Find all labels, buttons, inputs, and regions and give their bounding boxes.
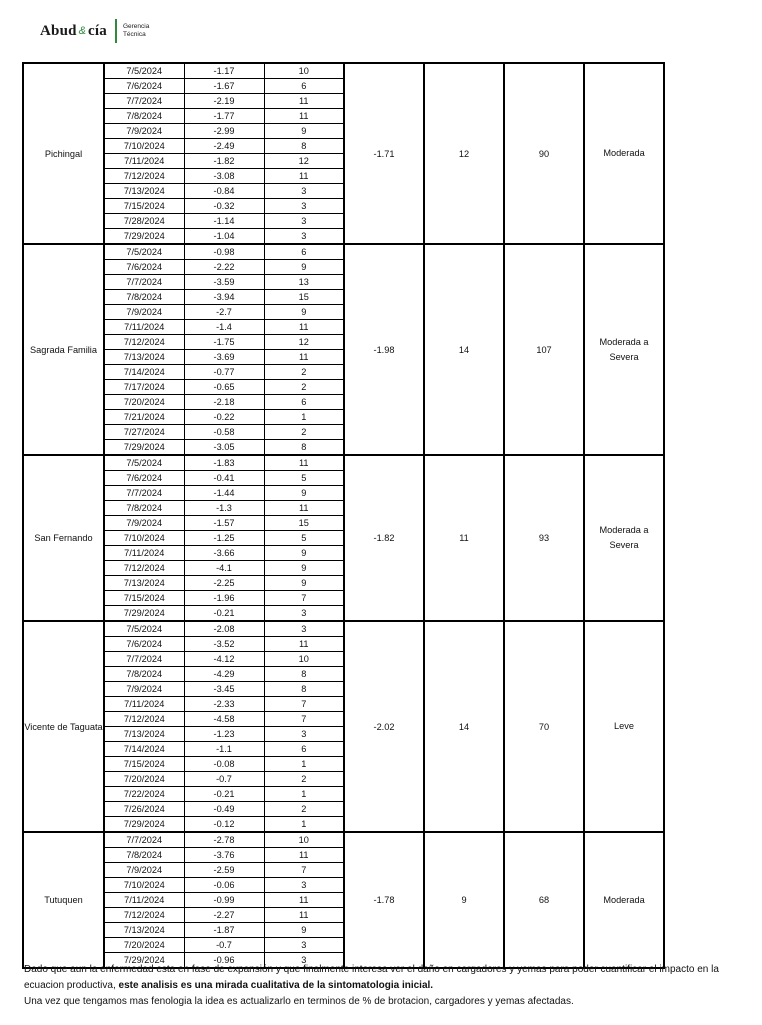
severity-cell: Moderada [584,832,664,968]
hours-cell: 2 [264,380,344,395]
severity-cell: Moderada [584,63,664,244]
temp-cell: -1.57 [184,516,264,531]
date-cell: 7/5/2024 [104,244,184,260]
farm-name-cell: Sagrada Familia [23,244,104,455]
temp-cell: -0.7 [184,772,264,787]
hours-cell: 12 [264,154,344,169]
temp-cell: -1.1 [184,742,264,757]
temp-cell: -2.25 [184,576,264,591]
date-cell: 7/13/2024 [104,184,184,199]
hours-cell: 3 [264,727,344,742]
date-cell: 7/14/2024 [104,365,184,380]
frost-days-cell: 14 [424,621,504,832]
hours-cell: 1 [264,410,344,425]
temp-cell: -1.4 [184,320,264,335]
date-cell: 7/12/2024 [104,908,184,923]
date-cell: 7/11/2024 [104,697,184,712]
average-temp-cell: -1.82 [344,455,424,621]
temp-cell: -2.22 [184,260,264,275]
hours-cell: 11 [264,350,344,365]
date-cell: 7/7/2024 [104,832,184,848]
hours-cell: 3 [264,184,344,199]
footer-text-1: Dado que aun la enfermedad esta en fase de expansión y que finalmente interesa ver el daño en cargadores y yemas para poder cuantificar el impacto en la ecuacion productiva, [24,964,719,991]
temp-cell: -2.7 [184,305,264,320]
table-row [23,621,664,637]
hours-cell: 13 [264,275,344,290]
footer-text-2: Una vez que tengamos mas fenologia la idea es actualizarlo en terminos de % de brotacion, cargadores y yemas afectadas. [24,996,574,1007]
hours-cell: 3 [264,878,344,893]
frost-days-cell: 9 [424,832,504,968]
temp-cell: -2.19 [184,94,264,109]
date-cell: 7/5/2024 [104,63,184,79]
date-cell: 7/20/2024 [104,772,184,787]
hours-cell: 8 [264,139,344,154]
temp-cell: -0.77 [184,365,264,380]
date-cell: 7/12/2024 [104,335,184,350]
temp-cell: -0.08 [184,757,264,772]
hours-cell: 7 [264,863,344,878]
date-cell: 7/15/2024 [104,757,184,772]
logo-divider [115,19,117,43]
hours-cell: 5 [264,531,344,546]
hours-cell: 10 [264,652,344,667]
hours-cell: 3 [264,953,344,969]
temp-cell: -3.66 [184,546,264,561]
logo-subtitle-line-1: Gerencia [122,23,150,30]
temp-cell: -1.25 [184,531,264,546]
date-cell: 7/5/2024 [104,621,184,637]
temp-cell: -0.58 [184,425,264,440]
farm-name-cell: Vicente de Taguata [23,621,104,832]
temp-cell: -1.14 [184,214,264,229]
temp-cell: -2.33 [184,697,264,712]
temp-cell: -3.05 [184,440,264,456]
date-cell: 7/17/2024 [104,380,184,395]
date-cell: 7/10/2024 [104,139,184,154]
hours-cell: 2 [264,425,344,440]
date-cell: 7/9/2024 [104,124,184,139]
hours-cell: 9 [264,561,344,576]
hours-cell: 3 [264,606,344,622]
hours-cell: 2 [264,802,344,817]
date-cell: 7/29/2024 [104,953,184,969]
date-cell: 7/9/2024 [104,863,184,878]
logo-ampersand: & [78,25,87,37]
date-cell: 7/6/2024 [104,260,184,275]
date-cell: 7/21/2024 [104,410,184,425]
date-cell: 7/12/2024 [104,712,184,727]
temp-cell: -2.78 [184,832,264,848]
date-cell: 7/15/2024 [104,591,184,606]
temp-cell: -3.94 [184,290,264,305]
date-cell: 7/13/2024 [104,350,184,365]
date-cell: 7/5/2024 [104,455,184,471]
hours-cell: 9 [264,124,344,139]
temp-cell: -2.18 [184,395,264,410]
temp-cell: -2.49 [184,139,264,154]
date-cell: 7/9/2024 [104,305,184,320]
date-cell: 7/11/2024 [104,893,184,908]
temp-cell: -1.96 [184,591,264,606]
date-cell: 7/9/2024 [104,516,184,531]
hours-cell: 12 [264,335,344,350]
logo-name-part-2: cía [88,22,107,39]
date-cell: 7/8/2024 [104,290,184,305]
hours-cell: 7 [264,697,344,712]
hours-cell: 11 [264,637,344,652]
hours-cell: 9 [264,576,344,591]
hours-cell: 10 [264,832,344,848]
date-cell: 7/11/2024 [104,154,184,169]
farm-name-cell: Tutuquen [23,832,104,968]
hours-cell: 2 [264,365,344,380]
date-cell: 7/8/2024 [104,501,184,516]
farm-name-cell: San Fernando [23,455,104,621]
average-temp-cell: -2.02 [344,621,424,832]
date-cell: 7/22/2024 [104,787,184,802]
temp-cell: -1.77 [184,109,264,124]
average-temp-cell: -1.71 [344,63,424,244]
logo-subtitle-line-2: Técnica [122,31,146,38]
frost-days-cell: 12 [424,63,504,244]
hours-cell: 10 [264,63,344,79]
date-cell: 7/7/2024 [104,94,184,109]
date-cell: 7/10/2024 [104,531,184,546]
date-cell: 7/11/2024 [104,320,184,335]
temp-cell: -0.32 [184,199,264,214]
footer-note [24,962,754,1010]
temp-cell: -1.75 [184,335,264,350]
temp-cell: -1.87 [184,923,264,938]
date-cell: 7/6/2024 [104,79,184,94]
date-cell: 7/20/2024 [104,938,184,953]
temp-cell: -3.52 [184,637,264,652]
severity-cell: Leve [584,621,664,832]
hours-cell: 11 [264,94,344,109]
temp-cell: -4.12 [184,652,264,667]
temp-cell: -2.59 [184,863,264,878]
temp-cell: -0.96 [184,953,264,969]
severity-cell: Moderada a Severa [584,455,664,621]
date-cell: 7/28/2024 [104,214,184,229]
hours-cell: 11 [264,455,344,471]
date-cell: 7/27/2024 [104,425,184,440]
date-cell: 7/26/2024 [104,802,184,817]
table-row [23,832,664,848]
date-cell: 7/8/2024 [104,109,184,124]
hours-cell: 5 [264,471,344,486]
temp-cell: -2.99 [184,124,264,139]
date-cell: 7/9/2024 [104,682,184,697]
temp-cell: -1.82 [184,154,264,169]
temp-cell: -1.44 [184,486,264,501]
date-cell: 7/13/2024 [104,727,184,742]
date-cell: 7/29/2024 [104,606,184,622]
hours-cell: 8 [264,440,344,456]
date-cell: 7/29/2024 [104,817,184,833]
hours-cell: 2 [264,772,344,787]
date-cell: 7/14/2024 [104,742,184,757]
temp-cell: -3.69 [184,350,264,365]
temp-cell: -0.06 [184,878,264,893]
hours-cell: 9 [264,305,344,320]
hours-cell: 3 [264,229,344,245]
date-cell: 7/10/2024 [104,878,184,893]
date-cell: 7/8/2024 [104,667,184,682]
date-cell: 7/20/2024 [104,395,184,410]
hours-cell: 8 [264,667,344,682]
frost-data-table [22,62,665,969]
date-cell: 7/7/2024 [104,486,184,501]
hours-cell: 8 [264,682,344,697]
temp-cell: -0.41 [184,471,264,486]
date-cell: 7/8/2024 [104,848,184,863]
logo-name-part-1: Abud [40,22,77,39]
hours-cell: 11 [264,908,344,923]
temp-cell: -1.17 [184,63,264,79]
date-cell: 7/6/2024 [104,637,184,652]
average-temp-cell: -1.98 [344,244,424,455]
temp-cell: -1.23 [184,727,264,742]
temp-cell: -4.29 [184,667,264,682]
total-hours-cell: 107 [504,244,584,455]
hours-cell: 7 [264,712,344,727]
temp-cell: -0.12 [184,817,264,833]
table-row [23,244,664,260]
temp-cell: -3.59 [184,275,264,290]
hours-cell: 9 [264,486,344,501]
date-cell: 7/29/2024 [104,440,184,456]
table-row [23,63,664,79]
temp-cell: -1.3 [184,501,264,516]
temp-cell: -1.83 [184,455,264,471]
hours-cell: 6 [264,244,344,260]
temp-cell: -0.49 [184,802,264,817]
total-hours-cell: 70 [504,621,584,832]
hours-cell: 11 [264,109,344,124]
hours-cell: 11 [264,501,344,516]
temp-cell: -2.27 [184,908,264,923]
date-cell: 7/12/2024 [104,169,184,184]
temp-cell: -0.84 [184,184,264,199]
table-row [23,455,664,471]
temp-cell: -0.98 [184,244,264,260]
date-cell: 7/12/2024 [104,561,184,576]
hours-cell: 11 [264,893,344,908]
company-logo [40,18,149,44]
date-cell: 7/11/2024 [104,546,184,561]
hours-cell: 1 [264,787,344,802]
temp-cell: -0.99 [184,893,264,908]
date-cell: 7/13/2024 [104,923,184,938]
total-hours-cell: 93 [504,455,584,621]
hours-cell: 1 [264,757,344,772]
hours-cell: 3 [264,214,344,229]
hours-cell: 15 [264,516,344,531]
hours-cell: 9 [264,546,344,561]
date-cell: 7/6/2024 [104,471,184,486]
frost-days-cell: 11 [424,455,504,621]
temp-cell: -1.04 [184,229,264,245]
temp-cell: -3.45 [184,682,264,697]
hours-cell: 3 [264,938,344,953]
hours-cell: 1 [264,817,344,833]
hours-cell: 9 [264,260,344,275]
average-temp-cell: -1.78 [344,832,424,968]
hours-cell: 6 [264,395,344,410]
total-hours-cell: 68 [504,832,584,968]
hours-cell: 7 [264,591,344,606]
hours-cell: 3 [264,621,344,637]
hours-cell: 3 [264,199,344,214]
temp-cell: -0.22 [184,410,264,425]
temp-cell: -1.67 [184,79,264,94]
temp-cell: -0.21 [184,606,264,622]
severity-cell: Moderada a Severa [584,244,664,455]
temp-cell: -0.7 [184,938,264,953]
temp-cell: -4.58 [184,712,264,727]
farm-name-cell: Pichingal [23,63,104,244]
hours-cell: 6 [264,742,344,757]
date-cell: 7/7/2024 [104,652,184,667]
hours-cell: 6 [264,79,344,94]
hours-cell: 11 [264,848,344,863]
temp-cell: -0.65 [184,380,264,395]
date-cell: 7/7/2024 [104,275,184,290]
date-cell: 7/15/2024 [104,199,184,214]
temp-cell: -3.08 [184,169,264,184]
hours-cell: 11 [264,320,344,335]
total-hours-cell: 90 [504,63,584,244]
temp-cell: -0.21 [184,787,264,802]
frost-days-cell: 14 [424,244,504,455]
logo-subtitle [123,23,149,39]
hours-cell: 9 [264,923,344,938]
date-cell: 7/13/2024 [104,576,184,591]
temp-cell: -3.76 [184,848,264,863]
footer-text-bold: este analisis es una mirada cualitativa de la sintomatologia inicial. [118,980,434,991]
temp-cell: -2.08 [184,621,264,637]
hours-cell: 11 [264,169,344,184]
hours-cell: 15 [264,290,344,305]
temp-cell: -4.1 [184,561,264,576]
date-cell: 7/29/2024 [104,229,184,245]
